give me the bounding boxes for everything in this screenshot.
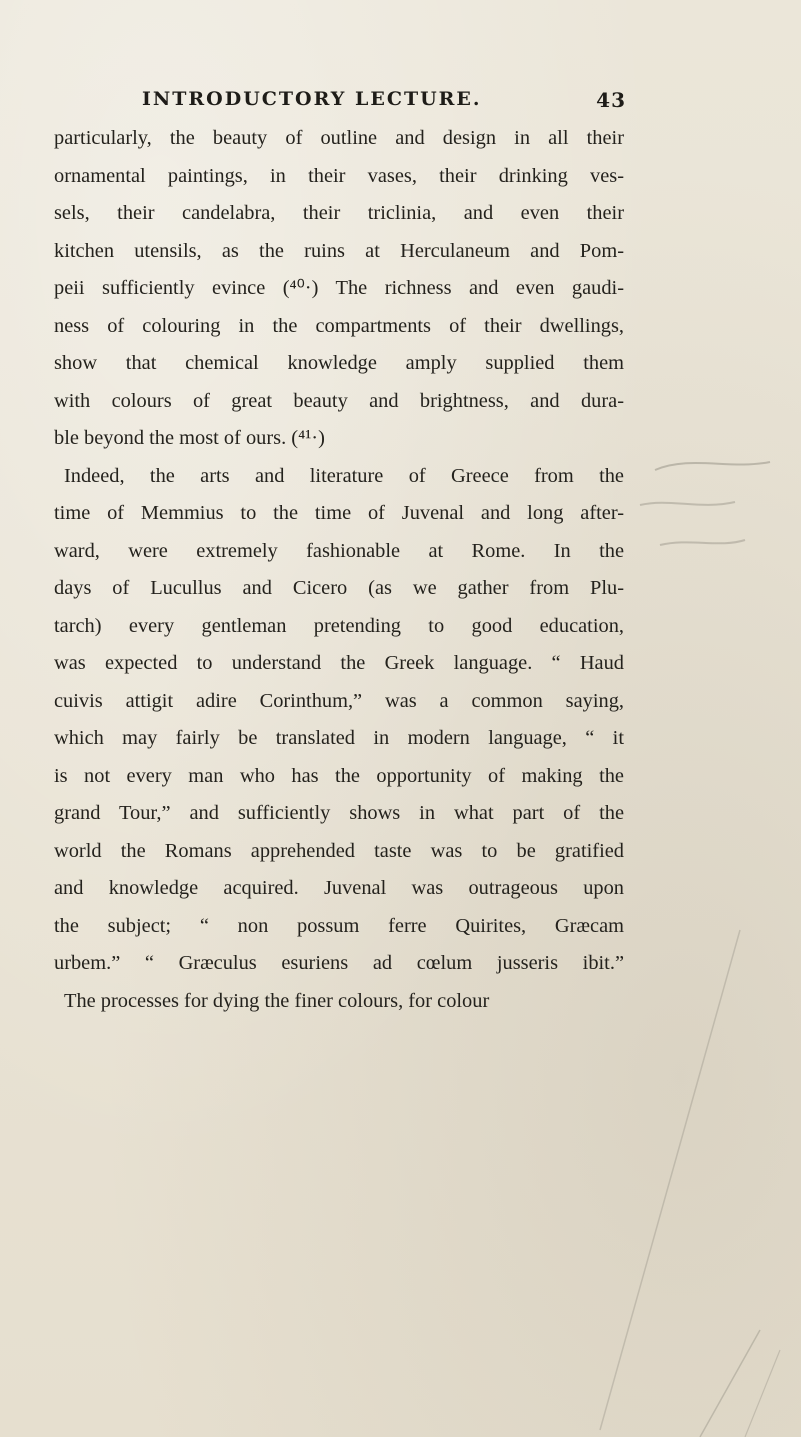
text-line: the subject; “ non possum ferre Quirites, Græcam [54, 914, 624, 937]
faint-pencil-line [700, 1330, 760, 1437]
text-line: ornamental paintings, in their vases, their drinking ves- [54, 164, 624, 187]
text-line: peii sufficiently evince (⁴⁰·) The richness and even gaudi- [54, 277, 624, 299]
text-line: ward, were extremely fashionable at Rome. In the [54, 539, 624, 562]
text-line: cuivis attigit adire Corinthum,” was a common saying, [54, 689, 624, 712]
text-line: grand Tour,” and sufficiently shows in what part of the [54, 802, 624, 824]
text-line: Indeed, the arts and literature of Greece from the [64, 464, 624, 487]
text-line: urbem.” “ Græculus esuriens ad cœlum jusseris ibit.” [54, 952, 624, 974]
page-number: 43 [596, 88, 626, 112]
text-line: sels, their candelabra, their triclinia, and even their [54, 202, 624, 224]
text-line: and knowledge acquired. Juvenal was outrageous upon [54, 877, 624, 899]
text-line: was expected to understand the Greek language. “ Haud [54, 652, 624, 674]
faint-pencil-line [745, 1350, 780, 1437]
text-line: kitchen utensils, as the ruins at Herculaneum and Pom- [54, 239, 624, 262]
text-line: show that chemical knowledge amply supplied them [54, 352, 624, 374]
text-line: is not every man who has the opportunity of making the [54, 764, 624, 787]
text-line: The processes for dying the finer colours, for colour [64, 989, 490, 1012]
text-line: tarch) every gentleman pretending to good education, [54, 614, 624, 637]
faint-pencil-stroke [640, 502, 735, 505]
text-line: days of Lucullus and Cicero (as we gather from Plu- [54, 577, 624, 599]
text-line: world the Romans apprehended taste was to be gratified [54, 839, 624, 862]
text-line: which may fairly be translated in modern language, “ it [54, 727, 624, 749]
body-text [54, 120, 624, 1020]
text-line: ble beyond the most of ours. (⁴¹·) [54, 427, 325, 449]
text-line: time of Memmius to the time of Juvenal and long after- [54, 502, 624, 524]
page-header [142, 88, 626, 118]
faint-pencil-stroke [655, 462, 770, 470]
text-line: particularly, the beauty of outline and design in all their [54, 127, 624, 149]
text-line: with colours of great beauty and brightness, and dura- [54, 389, 624, 412]
faint-pencil-stroke [660, 540, 745, 545]
text-line: ness of colouring in the compartments of their dwellings, [54, 314, 624, 337]
running-title: INTRODUCTORY LECTURE. [142, 88, 482, 110]
